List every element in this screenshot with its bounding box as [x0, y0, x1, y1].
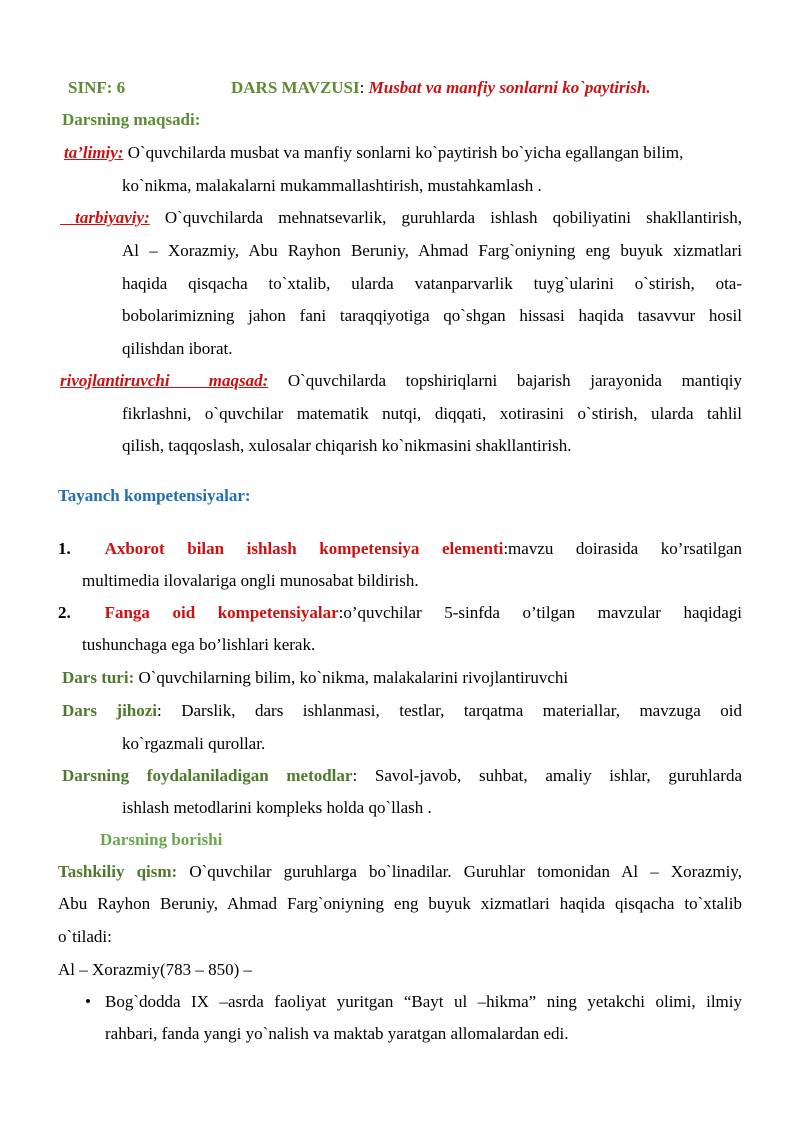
tarbiyaviy-line-3: haqida qisqacha to`xtalib, ularda vatanparvarlik tuyg`ularini o`stirish, ota- [122, 274, 742, 293]
rivojlantiruvchi-text-1: O`quvchilarda topshiriqlarni bajarish jarayonida mantiqiy [287, 371, 743, 390]
lesson-type-text: O`quvchilarning bilim, ko`nikma, malakalarini rivojlantiruvchi [138, 668, 569, 687]
topic-block [231, 77, 651, 99]
competency-2-label: Fanga oid kompetensiyalar [104, 603, 339, 622]
competency-1-text-1: :mavzu doirasida ko’rsatilgan [503, 539, 742, 558]
goals-heading [62, 109, 742, 131]
competencies-heading [58, 485, 742, 507]
goals-heading-text: Darsning maqsadi: [62, 110, 201, 129]
rivojlantiruvchi-line-2: fikrlashni, o`quvchilar matematik nutqi, diqqati, xotirasini o`stirish, ularda tahlil [122, 404, 742, 423]
tarbiyaviy-line-1 [60, 207, 742, 229]
competencies-heading-text: Tayanch kompetensiyalar: [58, 486, 251, 505]
competency-1-line-2: multimedia ilovalariga ongli munosabat bildirish. [82, 571, 419, 590]
class-label: SINF: 6 [68, 78, 126, 97]
rivojlantiruvchi-line-1 [60, 370, 742, 392]
header-line [68, 77, 742, 99]
progress-heading-text: Darsning borishi [100, 830, 223, 849]
lesson-type-line [62, 667, 742, 689]
xorazmiy-bullet-line-2: rahbari, fanda yangi yo`nalish va maktab yaratgan allomalardan edi. [105, 1024, 569, 1043]
equipment-line-1 [62, 700, 742, 722]
tarbiyaviy-text-1: O`quvchilarda mehnatsevarlik, guruhlarda ishlash qobiliyatini shakllantirish, [164, 208, 742, 227]
bullet-marker: • [85, 992, 91, 1011]
lesson-type-label: Dars turi: [62, 668, 135, 687]
equipment-text-1: : Darslik, dars ishlanmasi, testlar, tarqatma materiallar, mavzuga oid [157, 701, 743, 720]
competency-2-line-2: tushunchaga ega bo’lishlari kerak. [82, 635, 316, 654]
organization-label: Tashkiliy qism: [58, 862, 178, 881]
competency-2-text-1: :o’quvchilar 5-sinfda o’tilgan mavzular haqidagi [338, 603, 743, 622]
talimiy-line-1 [64, 142, 742, 164]
tarbiyaviy-line-4: bobolarimizning jahon fani taraqqiyotiga qo`shgan hissasi haqida tasavvur hosil [122, 306, 742, 325]
equipment-line-2: ko`rgazmali qurollar. [122, 734, 266, 753]
topic-label: DARS MAVZUSI [231, 78, 360, 97]
organization-line-1 [58, 861, 742, 883]
organization-line-2: Abu Rayhon Beruniy, Ahmad Farg`oniyning eng buyuk xizmatlari haqida qisqacha to`xtalib [58, 894, 742, 913]
tarbiyaviy-line-2: Al – Xorazmiy, Abu Rayhon Beruniy, Ahmad Farg`oniyning eng buyuk xizmatlari [122, 241, 742, 260]
methods-line-1 [62, 765, 742, 787]
xorazmiy-heading: Al – Xorazmiy(783 – 850) – [58, 960, 253, 979]
topic-colon: : [359, 78, 365, 97]
rivojlantiruvchi-line-3: qilish, taqqoslash, xulosalar chiqarish ko`nikmasini shakllantirish. [122, 436, 572, 455]
organization-line-3: o`tiladi: [58, 927, 112, 946]
xorazmiy-bullet-text-1: Bog`dodda IX –asrda faoliyat yuritgan “Bayt ul –hikma” ning yetakchi olimi, ilmiy [105, 992, 742, 1011]
organization-text-1: O`quvchilar guruhlarga bo`linadilar. Guruhlar tomonidan Al – Xorazmiy, [189, 862, 743, 881]
competency-1-label: Axborot bilan ishlash kompetensiya elementi [104, 539, 504, 558]
talimiy-label: ta’limiy: [64, 143, 124, 162]
competency-2-number: 2. [58, 603, 71, 622]
methods-label: Darsning foydalaniladigan metodlar [62, 766, 353, 785]
tarbiyaviy-label: tarbiyaviy: [60, 208, 150, 227]
competency-1-line-1 [58, 538, 742, 560]
topic-title: Musbat va manfiy sonlarni ko`paytirish. [368, 78, 651, 97]
rivojlantiruvchi-label: rivojlantiruvchi maqsad: [60, 371, 269, 390]
equipment-label: Dars jihozi [62, 701, 158, 720]
tarbiyaviy-line-5: qilishdan iborat. [122, 339, 233, 358]
progress-heading [100, 829, 742, 851]
talimiy-line-2: ko`nikma, malakalarni mukammallashtirish, mustahkamlash . [122, 176, 542, 195]
methods-text-1: : Savol-javob, suhbat, amaliy ishlar, guruhlarda [352, 766, 742, 785]
methods-line-2: ishlash metodlarini kompleks holda qo`llash . [122, 798, 432, 817]
xorazmiy-bullet-line-1 [85, 991, 742, 1013]
competency-1-number: 1. [58, 539, 71, 558]
competency-2-line-1 [58, 602, 742, 624]
talimiy-text-1: O`quvchilarda musbat va manfiy sonlarni ko`paytirish bo`yicha egallangan bilim, [127, 143, 684, 162]
